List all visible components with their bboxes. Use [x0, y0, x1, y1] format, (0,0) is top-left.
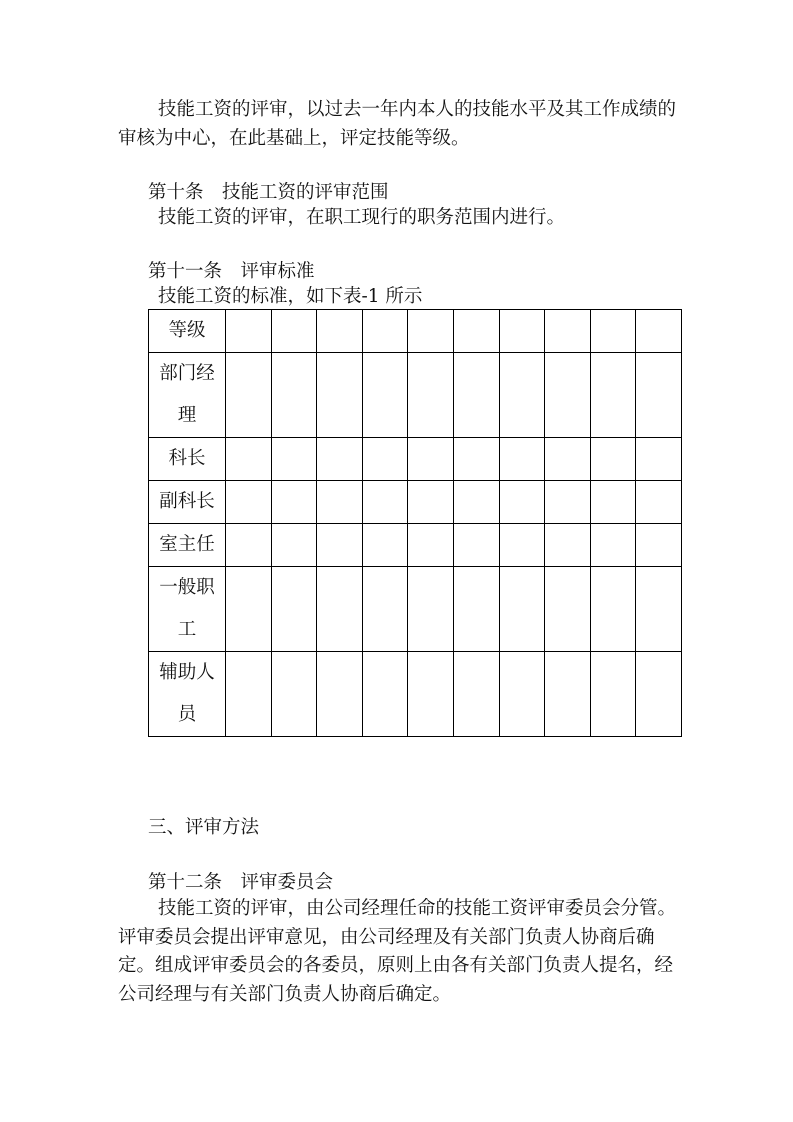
- table-cell: [453, 524, 499, 567]
- row-label-section-chief: [149, 438, 226, 481]
- table-cell: [408, 353, 454, 438]
- article-11-body: 技能工资的标准，如下表-1 所示: [158, 286, 423, 307]
- table-cell: [408, 481, 454, 524]
- table-cell: [545, 438, 591, 481]
- table-cell: [590, 567, 636, 652]
- table-cell: [317, 524, 363, 567]
- row-label-auxiliary-staff: [149, 652, 226, 737]
- table-cell: [271, 567, 317, 652]
- table-cell: [499, 481, 545, 524]
- table-cell: [226, 353, 272, 438]
- article-12-line-2: 评审委员会提出评审意见，由公司经理及有关部门负责人协商后确: [118, 927, 655, 948]
- section-3-title: 三、评审方法: [148, 817, 260, 838]
- row-label-text: 等级: [168, 320, 206, 341]
- table-cell: [271, 524, 317, 567]
- table-cell: [545, 481, 591, 524]
- table-cell: [545, 567, 591, 652]
- table-row-department-manager: [149, 353, 682, 438]
- table-cell: [499, 524, 545, 567]
- table-cell: [226, 567, 272, 652]
- table-cell: [226, 524, 272, 567]
- table-cell: [408, 652, 454, 737]
- row-label-deputy-section-chief: [149, 481, 226, 524]
- row-label-grade: [149, 310, 226, 353]
- row-label-text: 辅助人: [159, 662, 215, 683]
- table-cell: [362, 652, 408, 737]
- article-11-title: 第十一条 评审标准: [148, 261, 315, 282]
- table-cell: [499, 652, 545, 737]
- table-cell: [226, 438, 272, 481]
- table-cell: [636, 567, 682, 652]
- table-cell: [590, 353, 636, 438]
- article-10-body: 技能工资的评审，在职工现行的职务范围内进行。: [158, 207, 566, 228]
- table-cell: [408, 567, 454, 652]
- table-cell: [499, 353, 545, 438]
- table-cell: [362, 567, 408, 652]
- table-cell: [317, 652, 363, 737]
- row-label-text: 一般职: [159, 577, 215, 598]
- table-cell: [499, 310, 545, 353]
- table-cell: [453, 567, 499, 652]
- table-row-deputy-section-chief: [149, 481, 682, 524]
- table-row-auxiliary-staff: [149, 652, 682, 737]
- table-cell: [453, 310, 499, 353]
- table-cell: [453, 438, 499, 481]
- table-cell: [636, 438, 682, 481]
- table-row-grade: [149, 310, 682, 353]
- table-cell: [590, 310, 636, 353]
- grade-standard-table: [148, 309, 682, 737]
- table-cell: [271, 310, 317, 353]
- row-label-text-line2: 员: [177, 704, 197, 725]
- table-cell: [226, 481, 272, 524]
- table-cell: [271, 652, 317, 737]
- table-cell: [362, 481, 408, 524]
- table-cell: [362, 438, 408, 481]
- row-label-text-line2: 理: [177, 405, 197, 426]
- table-cell: [545, 310, 591, 353]
- table-cell: [408, 524, 454, 567]
- table-cell: [271, 481, 317, 524]
- table-cell: [636, 310, 682, 353]
- row-label-department-manager: [149, 353, 226, 438]
- table-cell: [453, 481, 499, 524]
- table-cell: [545, 524, 591, 567]
- table-cell: [590, 524, 636, 567]
- table-cell: [590, 438, 636, 481]
- table-cell: [408, 438, 454, 481]
- table-cell: [636, 524, 682, 567]
- row-label-text: 科长: [168, 448, 206, 469]
- row-label-text: 部门经: [159, 363, 215, 384]
- paragraph-1-line-1: 技能工资的评审，以过去一年内本人的技能水平及其工作成绩的: [158, 99, 677, 120]
- table-cell: [317, 481, 363, 524]
- table-cell: [317, 438, 363, 481]
- table-cell: [636, 652, 682, 737]
- table-cell: [408, 310, 454, 353]
- table-cell: [590, 481, 636, 524]
- row-label-office-director: [149, 524, 226, 567]
- table-cell: [636, 353, 682, 438]
- row-label-text: 副科长: [159, 491, 215, 512]
- row-label-text: 室主任: [159, 534, 215, 555]
- table-cell: [226, 652, 272, 737]
- article-12-line-1: 技能工资的评审，由公司经理任命的技能工资评审委员会分管。: [158, 898, 677, 919]
- table-row-office-director: [149, 524, 682, 567]
- table-cell: [362, 310, 408, 353]
- row-label-general-staff: [149, 567, 226, 652]
- table-cell: [545, 652, 591, 737]
- table-cell: [545, 353, 591, 438]
- table-cell: [499, 438, 545, 481]
- table-cell: [453, 353, 499, 438]
- table-cell: [362, 353, 408, 438]
- table-cell: [271, 438, 317, 481]
- row-label-text-line2: 工: [177, 619, 197, 640]
- table-row-general-staff: [149, 567, 682, 652]
- article-10-title: 第十条 技能工资的评审范围: [148, 182, 389, 203]
- table-cell: [453, 652, 499, 737]
- grade-table-body: [149, 310, 682, 737]
- table-cell: [590, 652, 636, 737]
- table-cell: [362, 524, 408, 567]
- table-row-section-chief: [149, 438, 682, 481]
- table-cell: [317, 567, 363, 652]
- table-cell: [317, 310, 363, 353]
- table-cell: [499, 567, 545, 652]
- article-12-title: 第十二条 评审委员会: [148, 872, 334, 893]
- table-cell: [317, 353, 363, 438]
- paragraph-1-line-2: 审核为中心，在此基础上，评定技能等级。: [118, 128, 470, 149]
- table-cell: [271, 353, 317, 438]
- table-cell: [226, 310, 272, 353]
- article-12-line-3: 定。组成评审委员会的各委员，原则上由各有关部门负责人提名，经: [118, 955, 674, 976]
- article-12-line-4: 公司经理与有关部门负责人协商后确定。: [118, 984, 452, 1005]
- table-cell: [636, 481, 682, 524]
